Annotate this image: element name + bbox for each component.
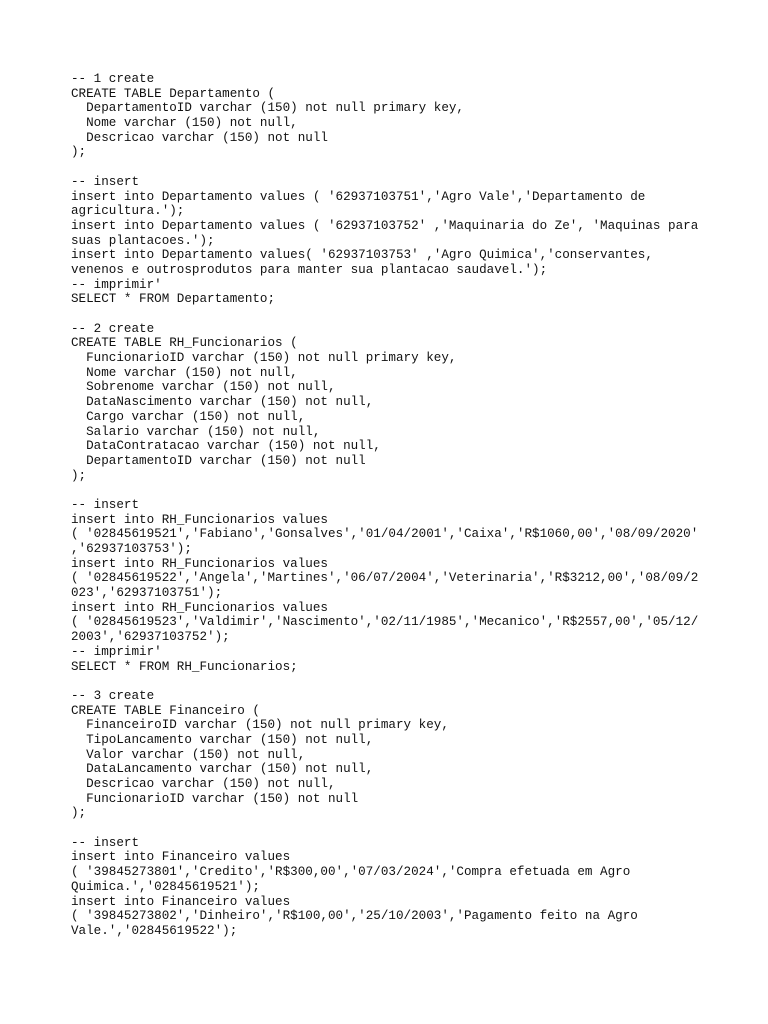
sql-statement-end: ); (71, 145, 87, 160)
sql-insert-statement: insert into Departamento values ( '62937103751','Agro Vale','Departamento de (71, 189, 646, 204)
blank-line (71, 821, 711, 836)
sql-insert-statement: insert into Financeiro values (71, 850, 291, 865)
sql-insert-statement: Quimica.','02845619521'); (71, 879, 260, 894)
sql-column-definition: DepartamentoID varchar (150) not null primary key, (71, 101, 464, 116)
sql-column-definition: DataLancamento varchar (150) not null, (71, 762, 374, 777)
sql-insert-statement: Vale.','02845619522'); (71, 923, 238, 938)
sql-column-definition: Nome varchar (150) not null, (71, 365, 298, 380)
sql-select-statement: SELECT * FROM Departamento; (71, 292, 276, 307)
sql-column-definition: Nome varchar (150) not null, (71, 116, 298, 131)
sql-column-definition: TipoLancamento varchar (150) not null, (71, 732, 374, 747)
sql-comment: -- 3 create (71, 688, 155, 703)
sql-comment: -- insert (71, 835, 140, 850)
sql-column-definition: FuncionarioID varchar (150) not null (71, 791, 359, 806)
sql-insert-statement: ( '02845619522','Angela','Martines','06/07/2004','Veterinaria','R$3212,00','08/09/2 (71, 571, 699, 586)
sql-insert-statement: ( '39845273802','Dinheiro','R$100,00','25/10/2003','Pagamento feito na Agro (71, 909, 638, 924)
sql-insert-statement: ( '02845619521','Fabiano','Gonsalves','01/04/2001','Caixa','R$1060,00','08/09/2020' (71, 527, 699, 542)
sql-statement-end: ); (71, 468, 87, 483)
sql-column-definition: Salario varchar (150) not null, (71, 424, 321, 439)
sql-insert-statement: ( '02845619523','Valdimir','Nascimento','02/11/1985','Mecanico','R$2557,00','05/12/ (71, 615, 699, 630)
sql-insert-statement: 023','62937103751'); (71, 586, 223, 601)
sql-column-definition: DataNascimento varchar (150) not null, (71, 395, 374, 410)
sql-column-definition: FuncionarioID varchar (150) not null primary key, (71, 351, 457, 366)
sql-column-definition: Descricao varchar (150) not null (71, 130, 328, 145)
sql-column-definition: Descricao varchar (150) not null, (71, 777, 336, 791)
sql-comment: -- insert (71, 497, 140, 512)
sql-select-statement: SELECT * FROM RH_Funcionarios; (71, 659, 298, 674)
sql-insert-statement: insert into RH_Funcionarios values (71, 600, 328, 615)
sql-column-definition: DepartamentoID varchar (150) not null (71, 453, 366, 468)
sql-comment: -- 1 create (71, 72, 155, 86)
sql-column-definition: Valor varchar (150) not null, (71, 747, 306, 762)
sql-statement-end: ); (71, 806, 87, 821)
sql-create-table: CREATE TABLE Financeiro ( (71, 703, 260, 718)
sql-comment: -- imprimir' (71, 644, 162, 659)
blank-line (71, 674, 711, 689)
blank-line (71, 160, 711, 175)
sql-column-definition: FinanceiroID varchar (150) not null primary key, (71, 718, 449, 733)
sql-column-definition: Sobrenome varchar (150) not null, (71, 380, 336, 395)
sql-insert-statement: agricultura.'); (71, 204, 185, 219)
blank-line (71, 307, 711, 322)
sql-column-definition: DataContratacao varchar (150) not null, (71, 439, 381, 454)
sql-comment: -- imprimir' (71, 277, 162, 292)
sql-insert-statement: suas plantacoes.'); (71, 233, 215, 248)
sql-insert-statement: insert into RH_Funcionarios values (71, 512, 328, 527)
document-page (71, 72, 711, 939)
sql-insert-statement: insert into Departamento values( '62937103753' ,'Agro Quimica','conservantes, (71, 248, 653, 263)
sql-insert-statement: ,'62937103753'); (71, 542, 192, 556)
sql-insert-statement: insert into RH_Funcionarios values (71, 556, 328, 571)
sql-comment: -- 2 create (71, 321, 155, 336)
sql-column-definition: Cargo varchar (150) not null, (71, 409, 306, 424)
sql-insert-statement: ( '39845273801','Credito','R$300,00','07/03/2024','Compra efetuada em Agro (71, 865, 631, 880)
sql-insert-statement: 2003','62937103752'); (71, 630, 230, 645)
sql-insert-statement: venenos e outrosprodutos para manter sua plantacao saudavel.'); (71, 262, 548, 277)
blank-line (71, 483, 711, 498)
sql-create-table: CREATE TABLE Departamento ( (71, 86, 276, 101)
sql-create-table: CREATE TABLE RH_Funcionarios ( (71, 336, 298, 351)
sql-insert-statement: insert into Financeiro values (71, 894, 291, 909)
sql-insert-statement: insert into Departamento values ( '62937103752' ,'Maquinaria do Ze', 'Maquinas para (71, 218, 699, 233)
sql-comment: -- insert (71, 174, 140, 189)
